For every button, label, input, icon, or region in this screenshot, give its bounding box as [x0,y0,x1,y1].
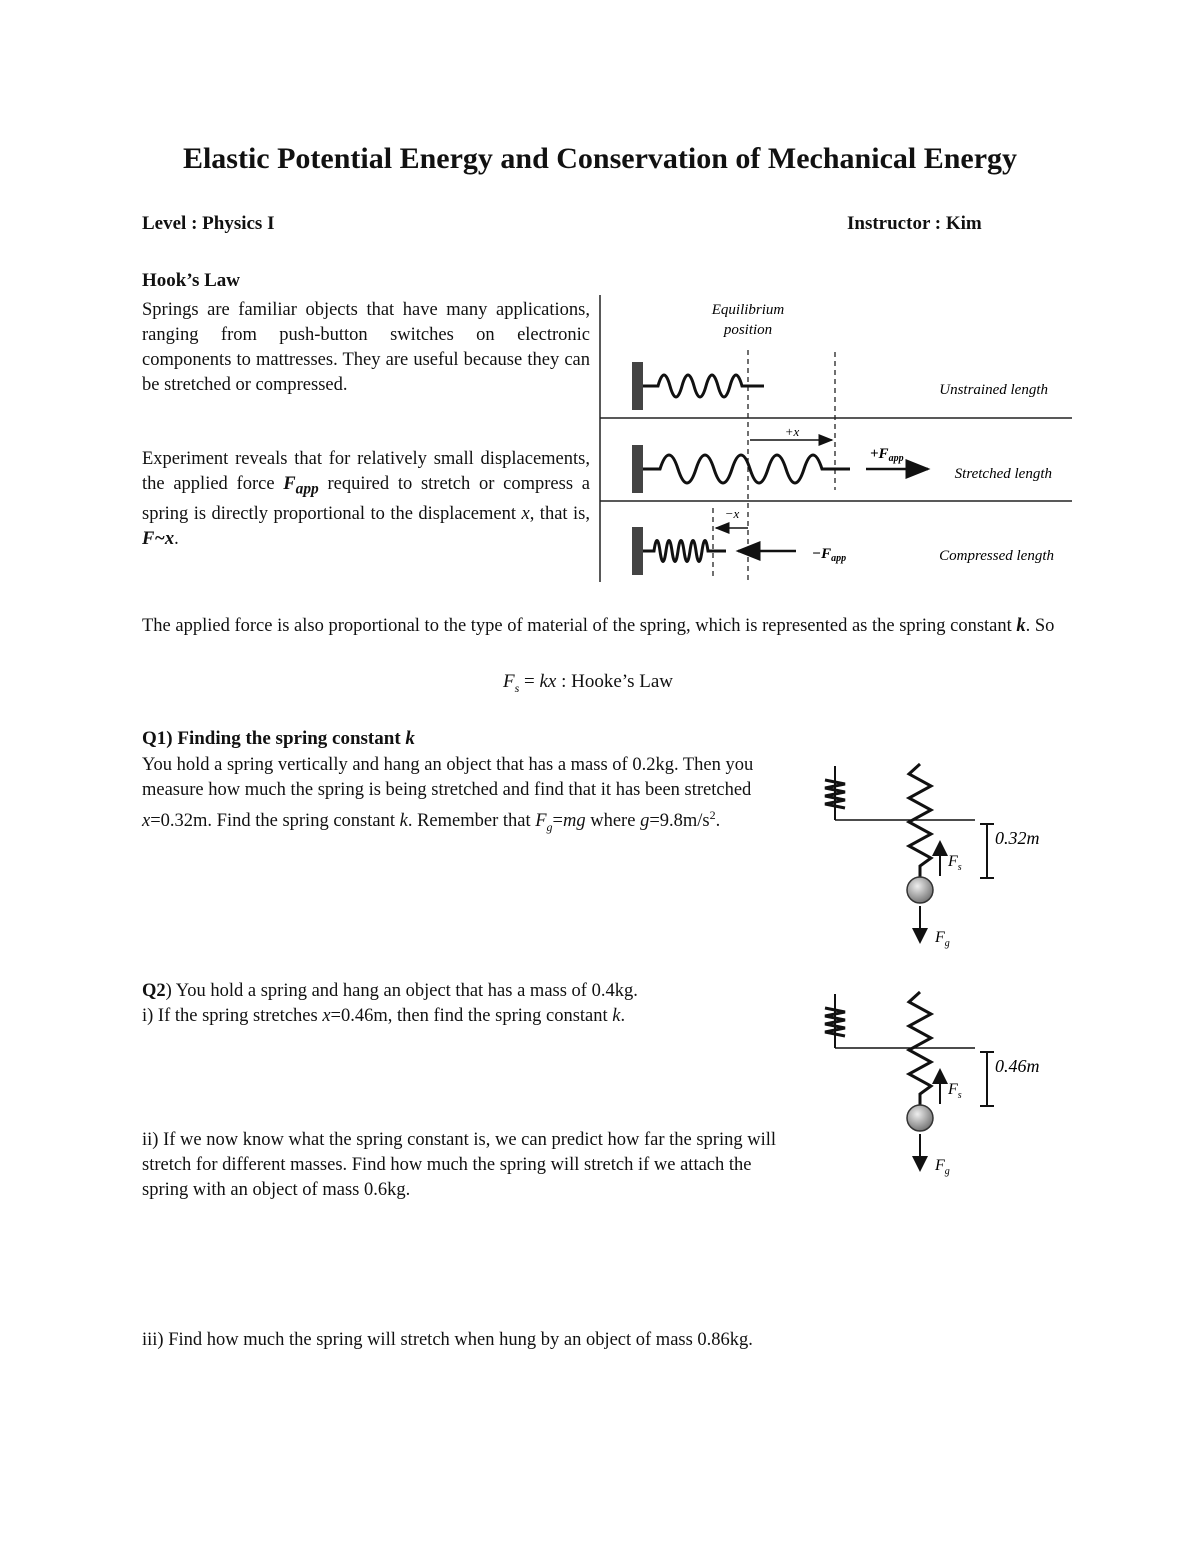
q1-fg-label: $F_g$ [935,929,950,949]
equilibrium-label-line2: position [723,322,773,338]
equilibrium-label-line1: Equilibrium [711,302,785,318]
q2-fg-label: $F_g$ [935,1157,950,1177]
q2-mass [907,1105,933,1131]
spring-unstrained [643,375,764,397]
q1-fs-label: $F_s$ [948,853,962,873]
material-paragraph: The applied force is also proportional to the type of material of the spring, which is represented as the spring constant k. So [142,616,1055,636]
q1-mass [907,877,933,903]
q2-part-ii: ii) If we now know what the spring constant is, we can predict how far the spring will stretch for different masses. Find how much the spring will stretch if we attach the spring with an object of mass 0.6kg. [142,1130,776,1200]
spring-stretched [643,455,850,483]
q2-length-label: 0.46m [995,1056,1040,1076]
q1-text: You hold a spring vertically and hang an object that has a mass of 0.2kg. Then you measure how much the spring is being stretched and find that it has been stretched x=0.32m. Find the spring constant k. Remember that $F_g=mg$ where $g=9.8m/s^2$. [142,755,754,834]
label-unstrained: Unstrained length [939,382,1048,398]
q1-length-label: 0.32m [995,828,1040,848]
label-stretched: Stretched length [954,466,1052,482]
q1-heading: Q1) Finding the spring constant k [142,728,415,749]
q1-hanging-spring [909,764,931,878]
q1-spring-figure [815,758,1065,958]
spring-compressed [643,541,726,562]
label-compressed: Compressed length [939,548,1054,564]
hookes-law-formula: $F_s$ = kx : Hooke’s Law [503,671,673,695]
plus-force-label: $+F_{app}$ [870,446,904,464]
hooks-law-paragraph-1: Springs are familiar objects that have many applications, ranging from push-button switches on electronic components to mattresses. They are useful because they can be stretched or compressed. [142,300,590,395]
minus-x-label: −x [724,506,740,521]
minus-force-label: $-F_{app}$ [812,546,847,564]
hooks-law-paragraph-2: Experiment reveals that for relatively small displacements, the applied force $F_{app}$ required to stretch or compress a spring is directly proportional to the displacement x, that is, F~x. [142,449,590,549]
q2-hanging-spring [909,992,931,1106]
q2-fs-label: $F_s$ [948,1081,962,1101]
wall-block-stretched [632,445,643,493]
q2-part-i: i) If the spring stretches x=0.46m, then find the spring constant k. [142,1006,626,1026]
spring-diagram [596,290,1076,585]
section-heading-hooks-law: Hook’s Law [142,270,241,291]
q2-intro: Q2) You hold a spring and hang an object that has a mass of 0.4kg. [142,981,638,1001]
q2-part-iii: iii) Find how much the spring will stretch when hung by an object of mass 0.86kg. [142,1330,753,1350]
page-title: Elastic Potential Energy and Conservation of Mechanical Energy [182,142,1018,175]
wall-block-compressed [632,527,643,575]
course-level: Level : Physics I [142,213,275,234]
instructor: Instructor : Kim [847,213,982,234]
plus-x-label: +x [784,424,800,439]
wall-block-unstrained [632,362,643,410]
q2-spring-figure [815,986,1065,1186]
